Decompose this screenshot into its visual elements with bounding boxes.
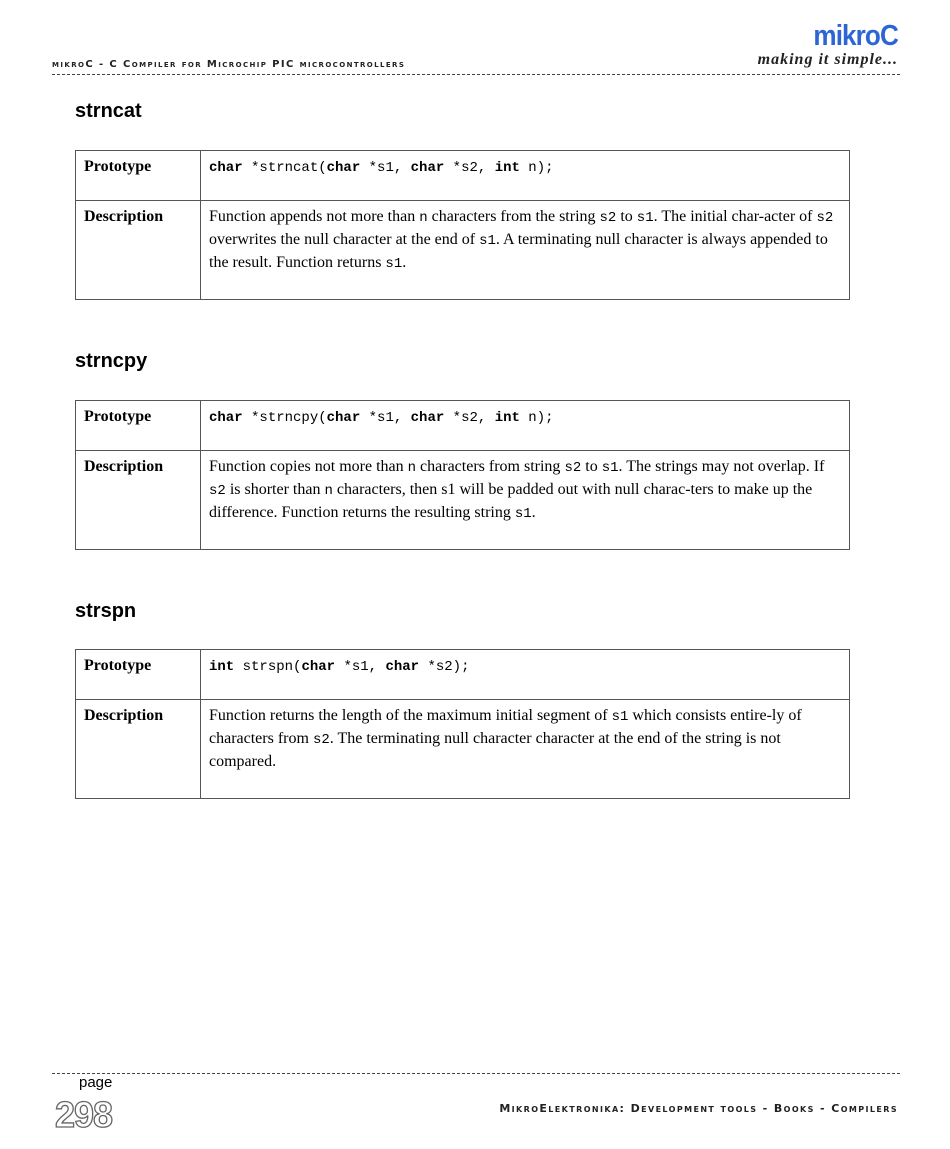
code-keyword: char: [326, 410, 361, 426]
code-text: *s2);: [419, 659, 470, 675]
function-table-strncpy: [75, 400, 850, 550]
text-run: to: [616, 208, 637, 225]
text-run: is shorter than: [225, 481, 325, 498]
inline-code: s1: [611, 709, 629, 725]
code-keyword: int: [209, 659, 235, 675]
description-text: [201, 700, 850, 799]
code-keyword: int: [494, 160, 520, 176]
text-run: .: [402, 254, 407, 271]
description-label: Description: [76, 201, 201, 300]
code-text: strspn(: [234, 659, 302, 675]
inline-code: s1: [601, 460, 619, 476]
code-text: *s2,: [444, 160, 495, 176]
inline-code: n: [324, 483, 333, 499]
prototype-label: Prototype: [76, 650, 201, 700]
code-keyword: char: [326, 160, 361, 176]
inline-code: s2: [209, 483, 226, 499]
footer-divider: [52, 1073, 900, 1074]
code-text: *s2,: [444, 410, 495, 426]
prototype-code: [201, 650, 850, 700]
code-keyword: int: [494, 410, 520, 426]
code-keyword: char: [209, 410, 243, 426]
inline-code: n: [407, 460, 417, 476]
text-run: . The strings may not overlap. If: [618, 458, 825, 475]
text-run: characters from string: [416, 458, 565, 475]
inline-code: s1: [636, 210, 654, 226]
footer-publisher: MikroElektronika: Development tools - Books - Compilers: [499, 1102, 898, 1115]
inline-code: s2: [564, 460, 582, 476]
code-keyword: char: [385, 659, 420, 675]
function-table-strspn: [75, 649, 850, 799]
text-run: characters, then s1 will be padded out with null charac-ters to make up the difference. Function returns the resulting string: [209, 481, 813, 521]
prototype-label: Prototype: [76, 151, 201, 201]
mikroc-logo: mikroC: [813, 20, 898, 52]
inline-code: s1: [479, 233, 496, 249]
prototype-code: [201, 151, 850, 201]
code-text: n);: [519, 410, 554, 426]
header-slogan: making it simple...: [757, 51, 898, 68]
header-document-title: mikroC - C Compiler for Microchip PIC microcontrollers: [52, 59, 406, 70]
code-text: *s1,: [360, 160, 411, 176]
description-text: [201, 451, 850, 550]
code-text: *s1,: [360, 410, 411, 426]
code-text: *s1,: [335, 659, 386, 675]
text-run: . A terminating null character is always appended to the result. Function returns: [209, 231, 828, 271]
code-keyword: char: [410, 160, 445, 176]
inline-code: n: [419, 210, 428, 226]
section-title-strncat: strncat: [75, 100, 142, 122]
inline-code: s2: [312, 732, 330, 748]
description-label: Description: [76, 700, 201, 799]
page-label: page: [79, 1074, 113, 1091]
text-run: overwrites the null character at the end of: [209, 231, 480, 248]
inline-code: s2: [816, 210, 834, 226]
function-table-strncat: [75, 150, 850, 300]
code-keyword: char: [301, 659, 336, 675]
description-text: [201, 201, 850, 300]
code-text: n);: [519, 160, 554, 176]
text-run: Function returns the length of the maximum initial segment of: [209, 707, 612, 724]
code-keyword: char: [410, 410, 445, 426]
section-title-strncpy: strncpy: [75, 350, 148, 372]
code-text: *strncat(: [242, 160, 327, 176]
prototype-label: Prototype: [76, 401, 201, 451]
description-label: Description: [76, 451, 201, 550]
text-run: which consists entire-ly of characters from: [209, 707, 802, 747]
text-run: Function appends not more than: [209, 208, 420, 225]
section-title-strspn: strspn: [75, 600, 137, 622]
text-run: to: [581, 458, 602, 475]
page-number: 298: [55, 1094, 113, 1135]
text-run: . The initial char-acter of: [653, 208, 817, 225]
inline-code: s1: [514, 506, 532, 522]
prototype-code: [201, 401, 850, 451]
text-run: Function copies not more than: [209, 458, 408, 475]
code-keyword: char: [209, 160, 243, 176]
text-run: characters from the string: [427, 208, 600, 225]
inline-code: s2: [599, 210, 617, 226]
text-run: .: [531, 504, 536, 521]
header-divider: [52, 74, 900, 75]
code-text: *strncpy(: [242, 410, 327, 426]
text-run: . The terminating null character character at the end of the string is not compared.: [209, 730, 781, 770]
inline-code: s1: [385, 256, 403, 272]
